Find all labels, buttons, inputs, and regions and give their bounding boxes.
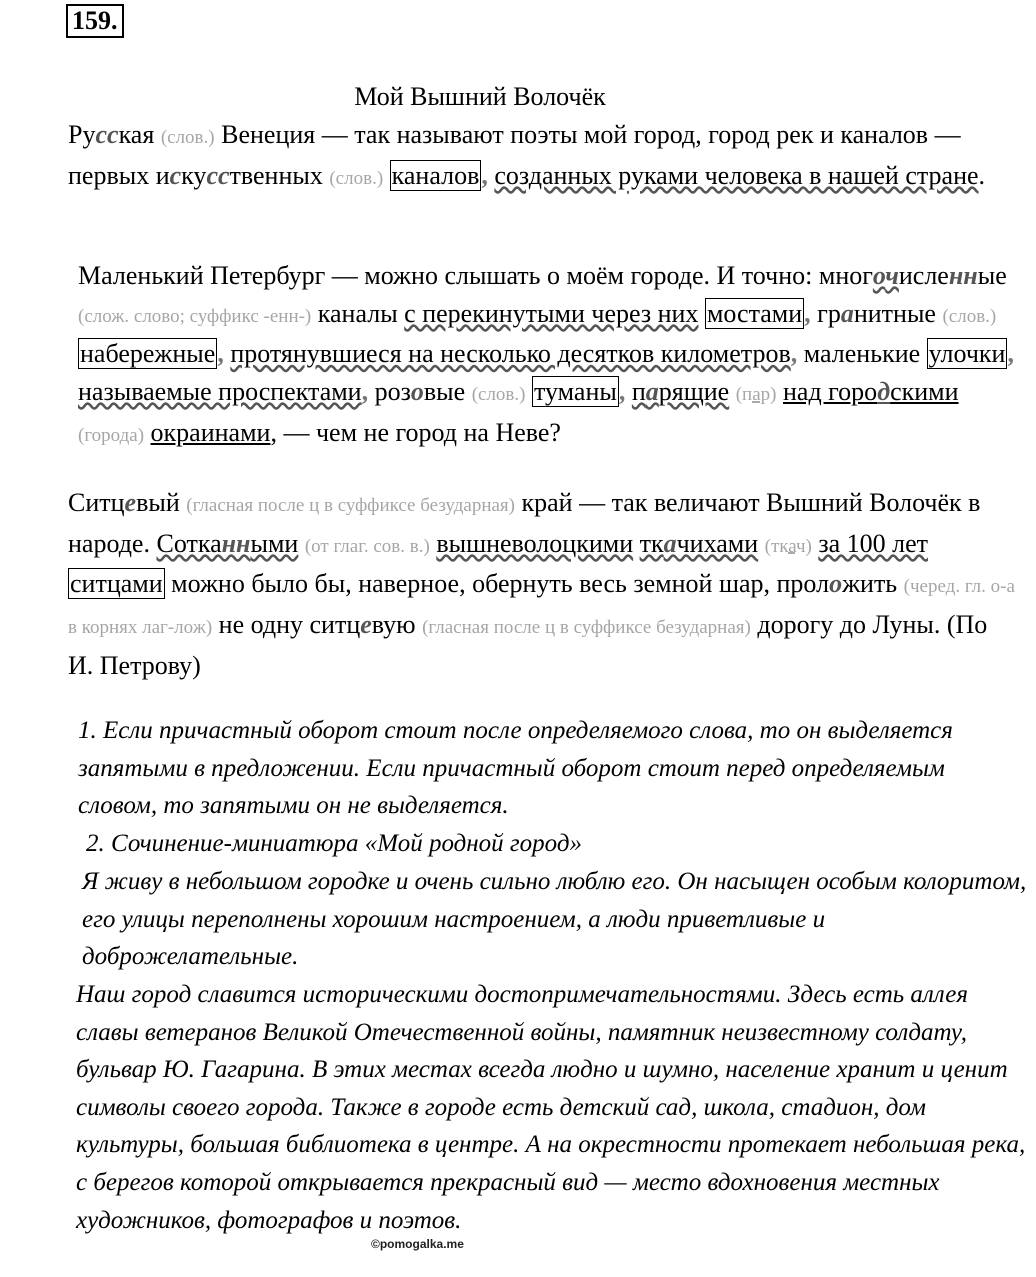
- word-fragment: чихами: [676, 528, 759, 558]
- highlighted-letters: сс: [95, 120, 119, 149]
- note: а: [752, 384, 761, 406]
- note: (слов.): [942, 305, 997, 327]
- word-fragment: гр: [810, 298, 841, 328]
- highlighted-letters: с: [169, 160, 182, 190]
- defined-word-box: набережные: [80, 339, 216, 369]
- word-fragment: мног: [818, 261, 873, 290]
- note: а): [129, 424, 145, 446]
- word-fragment: рящие: [658, 377, 730, 407]
- word-fragment: вые: [423, 377, 466, 407]
- note: (слов.): [329, 167, 384, 189]
- word-fragment: Сотка: [156, 528, 222, 558]
- word-fragment: вый: [136, 488, 180, 517]
- word-fragment: ситц: [309, 610, 361, 640]
- participial-phrase: созданных руками человека в нашей стране: [494, 160, 979, 190]
- highlighted-letters: ч: [885, 261, 899, 290]
- word-fragment: исле: [898, 261, 949, 290]
- phrase-fragment: окраинами: [150, 417, 271, 447]
- comma-mark: ,: [804, 298, 811, 328]
- note: а: [788, 535, 796, 557]
- paragraph-2: [4, 257, 1028, 455]
- highlighted-letters: е: [124, 488, 137, 517]
- participial-phrase: протянувшиеся на несколько десятков километров: [230, 339, 791, 369]
- exercise-number: 159.: [66, 4, 124, 38]
- highlighted-letters: а: [645, 377, 659, 407]
- composition-paragraph-2: Наш город славится историческими достопримечательностями. Здесь есть аллея славы ветеранов Великой Отечественной войны, памятник неизвестному солдату, бульвар Ю. Гагарина. В этих местах всегда людно и шумно, население хранит и ценит символы своего города. Также в городе есть детский сад, школа, стадион, дом культуры, большая библиотека в центре. А на окрестности протекает небольшая река, с берегов которой открывается прекрасный вид — место вдохновения местных художников, фотографов и поэтов.: [76, 981, 1026, 1234]
- highlighted-letters: о: [872, 261, 886, 290]
- composition-title: 2. Сочинение-миниатюра «Мой родной город»: [86, 830, 582, 857]
- phrase-fragment: над горо: [782, 377, 878, 407]
- watermark: ©pomogalka.me: [371, 1237, 464, 1251]
- note: ч): [795, 535, 812, 557]
- word-fragment: вую: [371, 610, 416, 640]
- highlighted-letters: сс: [206, 160, 230, 190]
- highlighted-letters: а: [663, 528, 677, 558]
- note: (слов.): [471, 384, 526, 406]
- note: (гласная после ц в суффиксе безударная): [422, 617, 751, 639]
- highlighted-letters: нн: [221, 528, 251, 558]
- word-fragment: тк: [639, 528, 664, 558]
- text-run: , — чем не город на Неве?: [270, 417, 561, 447]
- word-fragment: и: [155, 160, 170, 190]
- participial-phrase: за 100 лет: [818, 528, 929, 558]
- text-run: .: [978, 160, 986, 190]
- word-fragment: нитные: [853, 298, 943, 328]
- note: (слов.): [160, 127, 215, 148]
- text-run: край — так величают Вышний Волочёк в народе.: [68, 488, 981, 558]
- comma-mark: ,: [1007, 339, 1014, 369]
- text-title: Мой Вышний Волочёк: [354, 82, 606, 111]
- highlighted-letters: нн: [948, 261, 978, 290]
- text-run: Маленький Петербург — можно слышать о моём городе. И точно:: [78, 261, 819, 290]
- highlighted-letters: е: [360, 610, 372, 640]
- word-fragment: кая: [118, 120, 155, 149]
- note: д: [119, 424, 130, 446]
- note: (черед. гл. о-а в корнях лаг-лож): [68, 576, 1015, 639]
- word-fragment: ыми: [250, 528, 299, 558]
- paragraph-1: [4, 116, 1018, 197]
- word-fragment: прол: [776, 569, 830, 599]
- word-fragment: жить: [842, 569, 898, 599]
- text-run: каналы: [311, 298, 405, 328]
- text-run: дорогу до Луны. (По И. Петрову): [68, 610, 988, 680]
- defined-word-box: каналов: [391, 160, 480, 190]
- word-fragment: Ситц: [68, 488, 125, 517]
- defined-word-box: ситцами: [70, 569, 163, 599]
- word-fragment: Ру: [68, 120, 96, 149]
- note: (тк: [764, 535, 789, 557]
- highlighted-letters: о: [410, 377, 424, 407]
- defined-word-box: туманы: [533, 377, 617, 407]
- text-run: маленькие: [797, 339, 927, 369]
- phrase-fragment: скими: [890, 377, 959, 407]
- word-fragment: ку: [181, 160, 207, 190]
- defined-word-box: улочки: [928, 339, 1006, 369]
- participial-phrase: вышневолоцкими: [436, 528, 634, 558]
- comma-mark: ,: [790, 339, 798, 369]
- word-fragment: ые: [977, 261, 1007, 290]
- highlighted-letters: о: [829, 569, 843, 599]
- highlighted-letters: а: [840, 298, 854, 328]
- highlighted-letters: д: [877, 377, 891, 407]
- comma-mark: ,: [361, 377, 369, 407]
- note: р): [760, 384, 777, 406]
- note: (гласная после ц в суффиксе безударная): [186, 495, 515, 516]
- paragraph-3: [4, 484, 1018, 685]
- note: (слож. слово; суффикс -енн-): [78, 305, 312, 327]
- note: (п: [735, 384, 753, 406]
- comma-mark: ,: [481, 160, 488, 190]
- note-1: 1. Если причастный оборот стоит после определяемого слова, то он выделяется запятыми в предложении. Если причастный оборот стоит перед определяемым словом, то запятыми он не выделяется.: [78, 717, 953, 820]
- text-run: не одну: [212, 610, 310, 640]
- defined-word-box: мостами: [706, 298, 803, 328]
- composition-paragraph-1: Я живу в небольшом городке и очень сильно люблю его. Он насыщен особым колоритом, его улицы переполнены хорошим настроением, а люди приветливые и доброжелательные.: [82, 868, 1027, 971]
- text-run: Венеция — так называют поэты мой город, город рек и каналов — первых: [68, 120, 961, 190]
- participial-phrase: с перекинутыми через них: [404, 298, 699, 328]
- word-fragment: п: [631, 377, 646, 407]
- note: (горо: [78, 424, 120, 446]
- text-run: можно было бы, наверное, обернуть весь земной шар,: [164, 569, 777, 599]
- word-fragment: твенных: [229, 160, 323, 190]
- comma-mark: ,: [618, 377, 626, 407]
- participial-phrase: называемые проспектами: [78, 377, 362, 407]
- note: (от глаг. сов. в.): [304, 535, 430, 557]
- comma-mark: ,: [217, 339, 224, 369]
- word-fragment: роз: [368, 377, 411, 407]
